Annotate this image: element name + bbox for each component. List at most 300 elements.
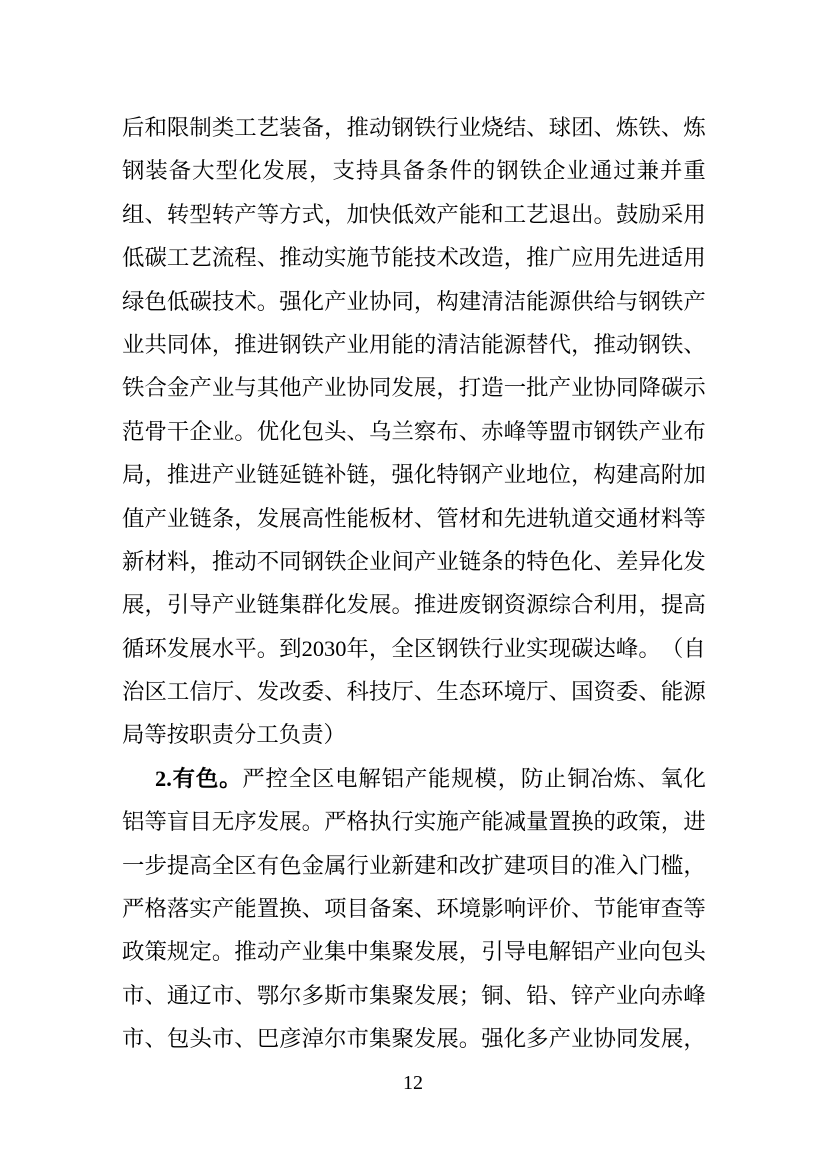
text-char: 、 — [413, 896, 437, 922]
text-char: 槛 — [660, 852, 684, 878]
text-char: 钢 — [391, 115, 414, 140]
text-char: 备 — [402, 158, 426, 184]
text-char: 实 — [324, 245, 347, 271]
text-char: 企 — [189, 418, 212, 444]
text-char: 节 — [593, 896, 616, 922]
text-char: 门 — [638, 852, 661, 878]
text-char: 重 — [683, 158, 706, 184]
text-char: 峰 — [683, 982, 706, 1008]
text-char: 现 — [548, 635, 571, 661]
text-char: 职 — [189, 722, 212, 748]
text-char: ， — [368, 635, 392, 661]
text-char: 责 — [211, 722, 234, 748]
text-char: 化 — [238, 158, 262, 184]
text-char: 道 — [571, 505, 594, 531]
text-char: 厅 — [526, 679, 549, 705]
text-char: 低 — [122, 245, 145, 271]
text-char: 持 — [355, 158, 379, 184]
text-char: 炼 — [615, 115, 639, 140]
text-char: ， — [683, 1026, 706, 1052]
text-char: 化 — [503, 1026, 527, 1052]
text-char: 铝 — [381, 765, 404, 791]
text-char: 建 — [458, 288, 482, 314]
text-char: 、 — [256, 245, 280, 271]
text-char: 源 — [503, 331, 527, 357]
text-char: 布 — [436, 418, 459, 444]
text-char: 建 — [503, 852, 527, 878]
text-line — [122, 1017, 706, 1060]
text-char: 治 — [122, 679, 145, 705]
text-char: 钢 — [593, 418, 616, 444]
text-char: 通 — [589, 158, 613, 184]
text-line — [122, 844, 706, 887]
text-char: 等 — [526, 418, 549, 444]
text-char: 响 — [503, 896, 527, 922]
text-char: 金 — [166, 375, 190, 401]
text-char: 低 — [391, 201, 414, 227]
text-char: 产 — [211, 896, 235, 922]
text-line — [122, 280, 706, 323]
text-char: 区 — [413, 635, 437, 661]
text-char: 链 — [346, 462, 369, 488]
text-char: 尔 — [279, 982, 302, 1008]
text-char: 厅 — [391, 679, 414, 705]
text-char: 多 — [526, 1026, 549, 1052]
text-char: 落 — [166, 896, 190, 922]
text-char: 和 — [436, 852, 459, 878]
text-char: 属 — [324, 852, 347, 878]
text-char: ， — [413, 288, 437, 314]
text-char: 、 — [144, 982, 167, 1008]
text-char: 无 — [211, 809, 235, 835]
text-char: 铁 — [660, 288, 684, 314]
text-char: 产 — [548, 375, 571, 401]
text-char: 位 — [548, 462, 571, 488]
text-char: 进 — [526, 505, 549, 531]
page-footer — [0, 1072, 826, 1095]
text-char: 解 — [548, 939, 571, 965]
text-char: 材 — [144, 548, 167, 574]
text-char: 代 — [548, 331, 571, 357]
text-char: 资 — [503, 592, 527, 618]
text-char: 废 — [458, 592, 482, 618]
text-char: 区 — [144, 679, 167, 705]
text-char: 彦 — [279, 1026, 302, 1052]
text-char: 电 — [335, 765, 358, 791]
text-char: 推 — [346, 115, 369, 140]
text-char: 进 — [638, 245, 661, 271]
text-char: 产 — [481, 462, 504, 488]
text-char: 查 — [660, 896, 684, 922]
text-char: 、 — [346, 418, 369, 444]
text-char: 碳 — [144, 245, 167, 271]
text-char: 集 — [279, 592, 302, 618]
text-char: 策 — [144, 939, 167, 965]
text-char: 发 — [683, 548, 706, 574]
text-char: 铝 — [571, 939, 594, 965]
text-char: 电 — [526, 939, 549, 965]
text-char: 影 — [481, 896, 504, 922]
text-char: 铁 — [301, 331, 325, 357]
text-line — [122, 540, 706, 583]
text-char: 效 — [413, 201, 437, 227]
text-char: 利 — [593, 592, 616, 618]
text-char: 示 — [683, 375, 706, 401]
text-char: 市 — [346, 1026, 369, 1052]
text-char: 。 — [638, 635, 661, 661]
text-char: 项 — [526, 852, 549, 878]
text-char: （ — [660, 635, 684, 661]
text-char: ， — [458, 939, 482, 965]
text-char: 钢 — [496, 158, 519, 184]
text-char: 换 — [571, 809, 594, 835]
text-char: 。 — [301, 809, 325, 835]
text-char: 产 — [458, 809, 482, 835]
text-char: 引 — [166, 592, 190, 618]
text-char: 年 — [346, 635, 369, 661]
text-char: 策 — [638, 809, 661, 835]
text-char: 钢 — [122, 158, 145, 184]
text-char: 、 — [637, 765, 660, 791]
text-char: 赤 — [481, 418, 504, 444]
text-char: 铁 — [122, 375, 145, 401]
text-char: 强 — [391, 462, 414, 488]
text-char: 化 — [683, 765, 706, 791]
text-char: 与 — [615, 288, 639, 314]
text-char: 限 — [166, 115, 190, 140]
text-char: 流 — [211, 245, 235, 271]
text-char: 企 — [543, 158, 566, 184]
text-char: 化 — [324, 592, 347, 618]
text-char: 提 — [660, 592, 684, 618]
text-char: 同 — [368, 375, 392, 401]
text-char: 业 — [211, 375, 235, 401]
text-char: 加 — [683, 462, 706, 488]
text-char: 展 — [279, 505, 302, 531]
text-char: 碳 — [571, 635, 594, 661]
text-char: 发 — [256, 679, 280, 705]
text-char: 管 — [436, 505, 459, 531]
text-char: 业 — [571, 1026, 594, 1052]
text-char: 交 — [593, 505, 616, 531]
text-char: 行 — [391, 809, 414, 835]
text-char: 骨 — [144, 418, 167, 444]
text-char: 推 — [526, 245, 549, 271]
text-char: 和 — [481, 201, 504, 227]
text-char: 过 — [613, 158, 636, 184]
text-char: 施 — [346, 245, 369, 271]
text-char: 同 — [615, 375, 639, 401]
text-char: 体 — [189, 331, 212, 357]
text-char: 的 — [593, 809, 616, 835]
text-char: 的 — [571, 852, 594, 878]
text-char: 附 — [660, 462, 684, 488]
text-char: 置 — [256, 896, 280, 922]
text-char: 源 — [683, 679, 706, 705]
text-char: 产 — [189, 375, 212, 401]
text-char: 条 — [211, 505, 235, 531]
text-char: 备 — [301, 115, 325, 140]
text-char: 展 — [368, 592, 392, 618]
text-char: 间 — [391, 548, 414, 574]
text-line — [122, 410, 706, 453]
text-char: 环 — [144, 635, 167, 661]
text-char: 、 — [234, 982, 257, 1008]
text-char: 等 — [144, 809, 167, 835]
text-char: 产 — [593, 939, 616, 965]
text-char: 产 — [548, 1026, 571, 1052]
text-char: 、 — [638, 679, 661, 705]
text-char: 扩 — [481, 852, 504, 878]
text-char: 兰 — [391, 418, 414, 444]
text-char: 推 — [413, 592, 437, 618]
text-char: 协 — [346, 375, 369, 401]
text-char: 发 — [262, 158, 285, 184]
text-char: 氧 — [660, 765, 683, 791]
text-char: 导 — [503, 939, 527, 965]
text-char: 先 — [615, 245, 639, 271]
text-char: 有 — [256, 852, 280, 878]
text-char: 采 — [660, 201, 684, 227]
text-char: 低 — [166, 288, 190, 314]
text-char: 式 — [301, 201, 325, 227]
text-char: 聚 — [391, 982, 414, 1008]
text-char: 、 — [144, 1026, 167, 1052]
text-line — [122, 453, 706, 496]
text-char: 化 — [571, 548, 594, 574]
text-char: 鄂 — [256, 982, 280, 1008]
text-char: 等 — [256, 201, 280, 227]
text-char: 性 — [324, 505, 347, 531]
text-char: 构 — [436, 288, 459, 314]
text-char: 制 — [189, 115, 212, 140]
text-char: ， — [324, 115, 347, 140]
text-char: 展 — [285, 158, 309, 184]
text-char: 动 — [615, 331, 639, 357]
text-char: 高 — [683, 592, 706, 618]
text-char: 包 — [301, 418, 325, 444]
text-char: 等 — [683, 896, 706, 922]
text-line — [122, 887, 706, 930]
text-char: 高 — [638, 462, 661, 488]
text-char: 步 — [144, 852, 167, 878]
text-char: 铁 — [324, 548, 347, 574]
text-char: 高 — [189, 852, 212, 878]
text-char: 协 — [593, 375, 616, 401]
text-char: 格 — [346, 809, 369, 835]
text-char: 产 — [234, 201, 257, 227]
text-char: 产 — [279, 939, 302, 965]
text-line — [122, 974, 706, 1017]
text-char: 产 — [683, 288, 706, 314]
text-char: 局 — [122, 722, 145, 748]
text-char: 实 — [189, 896, 212, 922]
text-char: 钢 — [638, 331, 661, 357]
text-char: ， — [211, 331, 235, 357]
text-char: 分 — [233, 722, 257, 748]
text-char: 市 — [211, 982, 235, 1008]
text-char: 、 — [571, 896, 594, 922]
text-char: 案 — [391, 896, 414, 922]
text-char: 能 — [391, 331, 414, 357]
text-char: ， — [571, 331, 594, 357]
page-number: 12 — [403, 1072, 423, 1094]
text-char: 业 — [503, 462, 527, 488]
text-char: 干 — [166, 418, 190, 444]
text-char: 工 — [503, 201, 527, 227]
text-line-section-start — [122, 757, 706, 800]
text-char: 多 — [301, 982, 325, 1008]
text-char: 产 — [324, 331, 347, 357]
text-char: 料 — [660, 505, 684, 531]
text-char: 发 — [638, 1026, 661, 1052]
text-char: 全 — [288, 765, 312, 791]
text-char: 引 — [481, 939, 504, 965]
text-char: 方 — [279, 201, 302, 227]
text-char: 构 — [593, 462, 616, 488]
text-char: 等 — [683, 505, 706, 531]
text-char: 集 — [368, 939, 392, 965]
text-char: 转 — [211, 201, 235, 227]
text-char: 建 — [413, 852, 437, 878]
text-char: 动 — [256, 939, 280, 965]
text-char: 他 — [279, 375, 302, 401]
text-char: 向 — [638, 982, 661, 1008]
text-char: 板 — [368, 505, 392, 531]
text-char: 盲 — [166, 809, 190, 835]
text-char: 先 — [503, 505, 527, 531]
text-char: 洁 — [503, 288, 527, 314]
text-char: 工 — [234, 115, 257, 140]
text-char: 业 — [660, 418, 684, 444]
text-char: 件 — [449, 158, 472, 184]
text-char: 规 — [451, 765, 474, 791]
text-char: 规 — [166, 939, 190, 965]
text-char: 发 — [391, 375, 414, 401]
text-char: 铝 — [122, 809, 145, 835]
text-char: 打 — [458, 375, 482, 401]
text-char: 自 — [683, 635, 706, 661]
text-char: 、 — [413, 679, 437, 705]
text-char: 、 — [548, 679, 571, 705]
text-char: 。 — [458, 1026, 482, 1052]
text-char: 钢 — [458, 462, 482, 488]
text-char: 格 — [144, 896, 167, 922]
text-char: 铜 — [481, 982, 504, 1008]
text-char: 用 — [615, 592, 639, 618]
text-char: 态 — [458, 679, 482, 705]
text-char: 置 — [548, 809, 571, 835]
text-char: 铁 — [519, 158, 543, 184]
text-char: 用 — [683, 245, 706, 271]
text-char: 同 — [615, 1026, 639, 1052]
text-char: 赤 — [660, 982, 684, 1008]
text-char: 科 — [346, 679, 369, 705]
text-char: 业 — [166, 505, 190, 531]
text-char: 环 — [481, 679, 504, 705]
text-char: 能 — [346, 505, 369, 531]
text-char: 一 — [503, 375, 527, 401]
text-char: 推 — [593, 331, 616, 357]
text-char: 。 — [234, 418, 257, 444]
text-char: 政 — [122, 939, 145, 965]
section-heading-char: 。 — [219, 765, 242, 791]
text-char: 业 — [436, 548, 459, 574]
text-line — [122, 713, 706, 756]
text-char: ， — [436, 375, 459, 401]
text-char: 进 — [436, 592, 459, 618]
text-char: 具 — [379, 158, 402, 184]
text-char: 。 — [256, 635, 280, 661]
text-char: 全 — [211, 852, 235, 878]
text-char: 。 — [256, 288, 280, 314]
text-line — [122, 670, 706, 713]
text-char: 能 — [234, 896, 257, 922]
text-char: 发 — [413, 982, 437, 1008]
text-char: 推 — [234, 331, 257, 357]
text-char: 提 — [166, 852, 190, 878]
text-char: 与 — [234, 375, 257, 401]
text-char: 入 — [615, 852, 639, 878]
text-char: 和 — [144, 115, 167, 140]
text-char: 改 — [458, 245, 482, 271]
text-char: 条 — [481, 548, 504, 574]
text-line — [122, 930, 706, 973]
text-char: 展 — [436, 1026, 459, 1052]
text-char: 备 — [168, 158, 192, 184]
text-char: 、 — [234, 1026, 257, 1052]
text-char: 展 — [436, 982, 459, 1008]
text-char: 链 — [189, 505, 212, 531]
text-char: 推 — [234, 939, 257, 965]
text-char: 产 — [211, 462, 235, 488]
text-char: 价 — [548, 896, 571, 922]
text-char: 乌 — [368, 418, 392, 444]
text-char: 发 — [256, 809, 280, 835]
text-char: 包 — [660, 939, 684, 965]
text-char: 碳 — [660, 375, 684, 401]
text-char: 执 — [368, 809, 392, 835]
text-char: 止 — [544, 765, 567, 791]
text-char: 色 — [548, 548, 571, 574]
text-char: 、 — [234, 679, 257, 705]
text-char: 钢 — [301, 548, 325, 574]
text-char: 行 — [436, 115, 459, 140]
text-char: 钢 — [481, 592, 504, 618]
text-char: 区 — [234, 852, 257, 878]
text-char: 头 — [324, 418, 347, 444]
text-char: 业 — [571, 375, 594, 401]
text-char: 。 — [391, 592, 414, 618]
text-char: 并 — [659, 158, 683, 184]
text-char: 峰 — [503, 418, 527, 444]
text-char: 发 — [346, 592, 369, 618]
text-char: 循 — [122, 635, 145, 661]
text-char: 金 — [301, 852, 325, 878]
text-char: 铁 — [615, 418, 639, 444]
text-char: 尔 — [324, 1026, 347, 1052]
text-char: 、 — [458, 418, 482, 444]
text-char: 洁 — [458, 331, 482, 357]
text-char: 发 — [413, 939, 437, 965]
text-char: 进 — [189, 462, 212, 488]
text-char: 业 — [368, 548, 392, 574]
text-char: 、 — [526, 115, 549, 140]
text-char: 中 — [346, 939, 369, 965]
text-char: ； — [458, 982, 482, 1008]
text-char: 值 — [122, 505, 145, 531]
text-char: 集 — [324, 939, 347, 965]
